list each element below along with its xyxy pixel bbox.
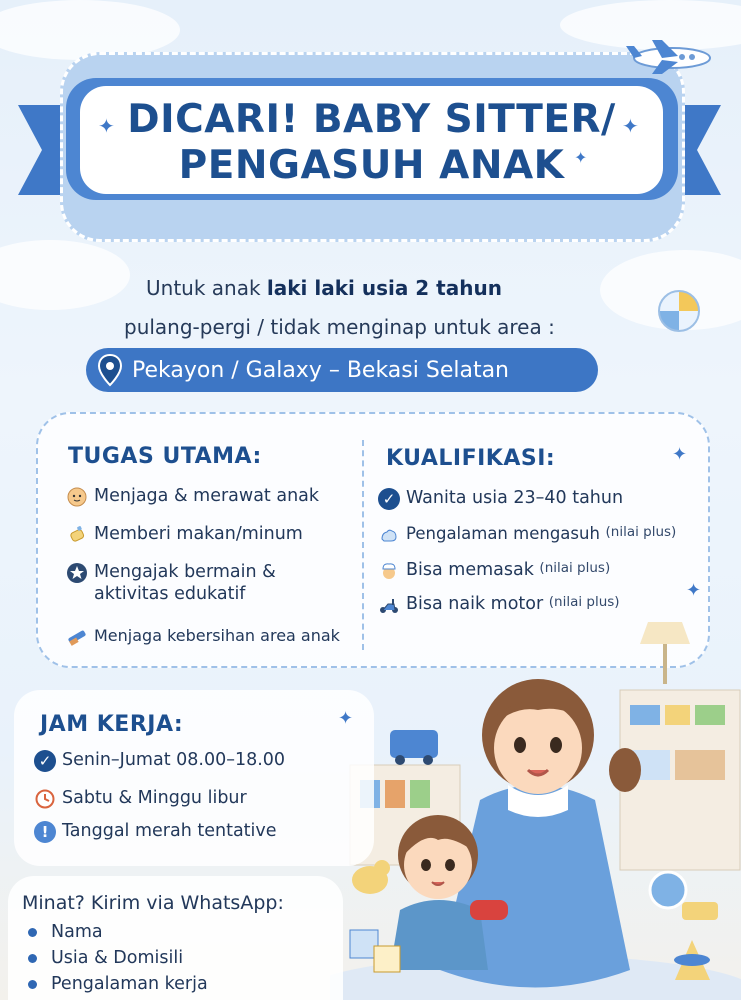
nanny-child-illustration [330, 610, 741, 1000]
location-pin-icon [92, 352, 128, 388]
qualification-item: ✓ Wanita usia 23–40 tahun [378, 488, 623, 510]
contact-item: Nama [28, 922, 103, 942]
sparkle-icon: ✦ [686, 580, 702, 601]
check-circle-icon: ✓ [34, 750, 56, 772]
star-ball-icon [66, 562, 88, 584]
airplane-icon [622, 36, 714, 76]
duty-item: Menjaga & merawat anak [66, 486, 319, 508]
intro-line2: pulang-pergi / tidak menginap untuk area : [124, 315, 555, 339]
clock-icon [34, 788, 56, 810]
duty-item: Mengajak bermain & aktivitas edukatif [66, 562, 276, 606]
hours-item: ! Tanggal merah tentative [34, 821, 277, 843]
sparkle-icon: ✦ [622, 114, 639, 138]
duty-item: Menjaga kebersihan area anak [66, 626, 340, 648]
location-badge: Pekayon / Galaxy – Bekasi Selatan [86, 348, 598, 392]
beach-ball-icon [658, 290, 700, 332]
sparkle-icon: ✦ [338, 708, 354, 729]
duty-item: Memberi makan/minum [66, 524, 303, 546]
hours-heading: JAM KERJA: [40, 712, 184, 737]
contact-item: Usia & Domisili [28, 948, 183, 968]
check-circle-icon: ✓ [378, 488, 400, 510]
broom-icon [66, 626, 88, 648]
contact-item: Pengalaman kerja [28, 974, 208, 994]
qualifications-heading: KUALIFIKASI: [386, 446, 556, 471]
cloud [0, 0, 180, 60]
bottle-icon [66, 524, 88, 546]
sparkle-icon: ✦ [672, 444, 688, 465]
cloud [0, 240, 130, 310]
sparkle-icon: ✦ [574, 148, 588, 167]
intro-line1: Untuk anak laki laki usia 2 tahun [146, 276, 502, 300]
contact-heading: Minat? Kirim via WhatsApp: [22, 892, 284, 914]
duties-heading: TUGAS UTAMA: [68, 444, 262, 469]
qualification-item: Bisa memasak (nilai plus) [378, 560, 610, 582]
chef-icon [378, 560, 400, 582]
hours-item: ✓ Senin–Jumat 08.00–18.00 [34, 750, 285, 772]
page-title-line1: DICARI! BABY SITTER/ [127, 97, 616, 142]
hand-icon [378, 524, 400, 546]
sparkle-icon: ✦ [98, 114, 115, 138]
page-title-line2: PENGASUH ANAK [178, 143, 565, 188]
info-icon: ! [34, 821, 56, 843]
baby-face-icon [66, 486, 88, 508]
qualification-item: Pengalaman mengasuh (nilai plus) [378, 524, 676, 546]
qualification-item: Bisa naik motor (nilai plus) [378, 594, 620, 616]
hours-item: Sabtu & Minggu libur [34, 788, 247, 810]
